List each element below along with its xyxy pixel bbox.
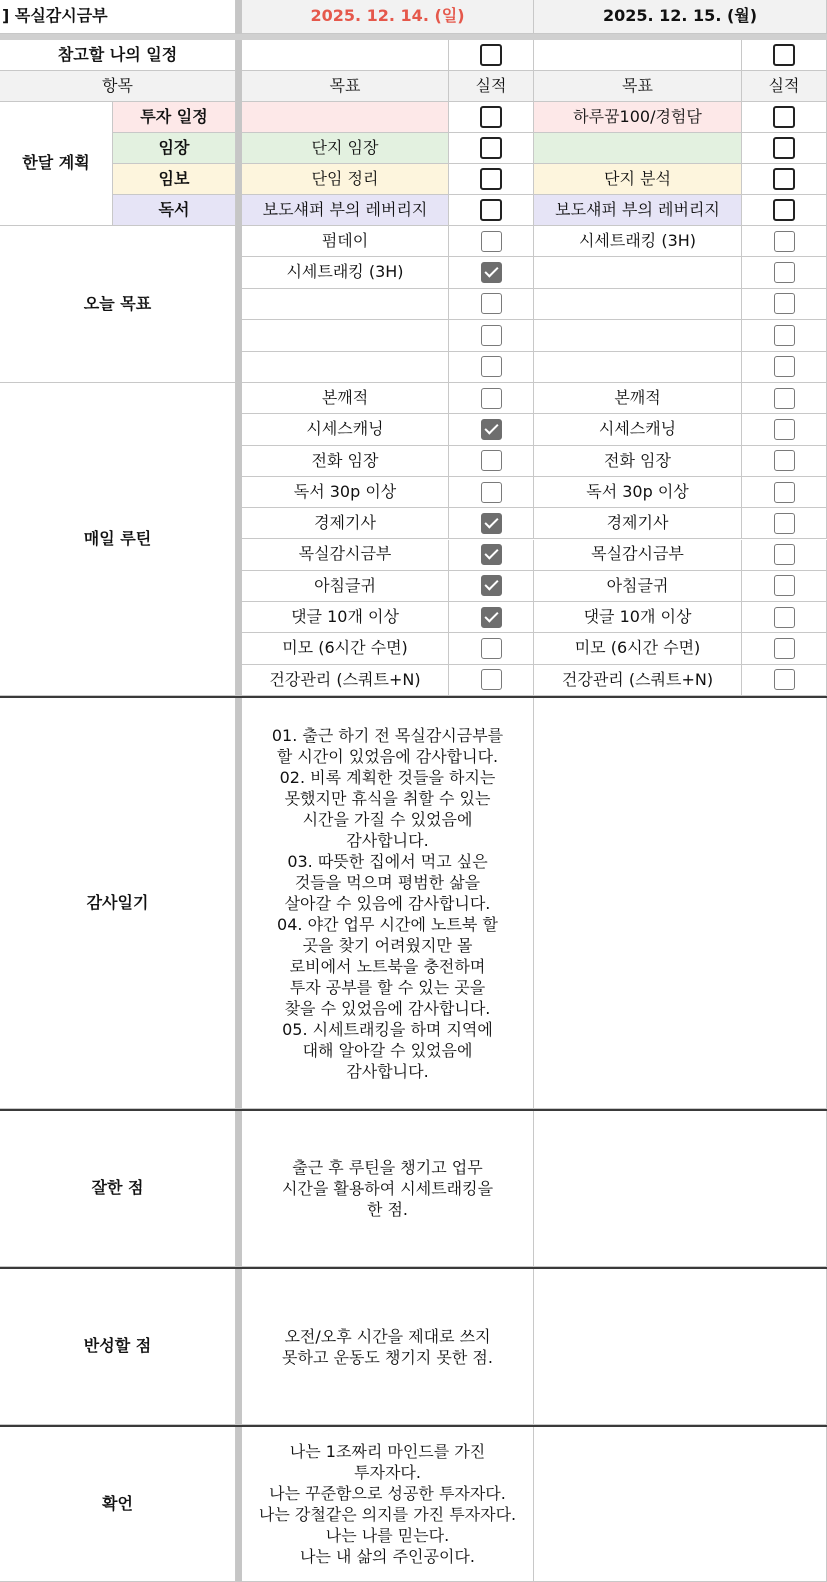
- day1-monthly-checkbox-cell: [449, 195, 534, 226]
- day1-gratitude-text-line: 살아갈 수 있음에 감사합니다.: [284, 893, 491, 913]
- day1-well-done-text-line: 한 점.: [366, 1200, 409, 1219]
- day1-today-goal-text: 시세트래킹 (3H): [286, 262, 404, 282]
- sheet-title-text: ] 목실감시금부: [2, 6, 108, 26]
- day2-well-done-text: [534, 1111, 827, 1267]
- section-divider: [0, 1109, 827, 1111]
- day2-routine-checkbox-cell: [742, 414, 827, 445]
- day2-reference-checkbox-cell: [742, 40, 827, 71]
- day1-routine-checkbox[interactable]: [481, 638, 502, 659]
- day1-routine-item: [242, 571, 449, 602]
- day1-routine-item: [242, 414, 449, 445]
- day1-affirm-text-line: 나는 내 삶의 주인공이다.: [300, 1547, 475, 1566]
- day1-routine-checkbox-cell: [449, 383, 534, 414]
- day2-monthly-goal: [534, 164, 742, 195]
- day2-routine-checkbox[interactable]: [774, 513, 795, 534]
- day1-gratitude-text-line: 02. 비록 계획한 것들을 하지는: [279, 767, 496, 787]
- day1-routine-checkbox[interactable]: [481, 607, 502, 628]
- day2-today-goal: [534, 320, 742, 351]
- day1-gratitude-text-line: 감사합니다.: [346, 830, 429, 850]
- day1-routine-item-text: 시세스캐닝: [306, 419, 384, 439]
- day2-goal-header-text: 목표: [622, 75, 653, 95]
- day2-date: [534, 0, 827, 34]
- day1-today-goal-text: 펌데이: [321, 231, 369, 250]
- day2-routine-checkbox[interactable]: [774, 388, 795, 409]
- day2-today-checkbox[interactable]: [774, 231, 795, 252]
- day1-today-goal: [242, 289, 449, 320]
- today-goals-label: [0, 226, 236, 383]
- day2-routine-checkbox-cell: [742, 571, 827, 602]
- day2-routine-item: [534, 446, 742, 477]
- day1-routine-item-text: 독서 30p 이상: [293, 481, 397, 501]
- day2-today-checkbox[interactable]: [774, 325, 795, 346]
- day2-routine-item-text: 경제기사: [606, 513, 669, 533]
- day2-routine-item-text: 시세스캐닝: [598, 419, 677, 439]
- day1-today-checkbox-cell: [449, 289, 534, 320]
- day1-monthly-goal: [242, 195, 449, 226]
- monthly-row-label: [113, 102, 236, 133]
- day2-routine-item: [534, 571, 742, 602]
- day1-goal-header-text: 목표: [329, 75, 361, 95]
- day1-routine-checkbox[interactable]: [481, 388, 502, 409]
- day1-routine-item-text: 미모 (6시간 수면): [282, 638, 408, 658]
- day1-routine-item: [242, 540, 449, 571]
- day2-routine-item: [534, 414, 742, 445]
- reflect-label: [0, 1269, 236, 1425]
- day1-today-goal: [242, 352, 449, 383]
- day2-reference-checkbox[interactable]: [773, 44, 795, 66]
- daily-routine-label-text: 매일 루틴: [83, 528, 152, 548]
- day2-routine-checkbox-cell: [742, 633, 827, 664]
- day1-routine-checkbox[interactable]: [481, 544, 502, 565]
- day2-today-checkbox-cell: [742, 289, 827, 320]
- day1-routine-checkbox[interactable]: [481, 669, 502, 690]
- day1-today-goal: [242, 226, 449, 257]
- section-divider: [0, 1425, 827, 1427]
- monthly-row-label-text: 임보: [158, 168, 190, 188]
- day2-today-checkbox-cell: [742, 320, 827, 351]
- day1-routine-item-text: 아침글귀: [314, 575, 376, 595]
- day1-gratitude-text-line: 시간을 가질 수 있었음에: [302, 809, 473, 829]
- item-header: [0, 71, 236, 102]
- section-divider: [0, 1267, 827, 1269]
- day1-gratitude-text-line: 못했지만 휴식을 취할 수 있는: [284, 788, 491, 808]
- section-divider: [0, 34, 827, 40]
- affirm-label-text: 확언: [102, 1493, 133, 1513]
- day2-routine-item: [534, 540, 742, 571]
- column-gutter: [236, 0, 242, 1582]
- day1-affirm-text-lines: [259, 1441, 516, 1567]
- day1-gratitude-text-line: 것들을 먹으며 평범한 삶을: [294, 872, 481, 892]
- day2-routine-checkbox[interactable]: [774, 669, 795, 690]
- day1-monthly-goal-text: 단임 정리: [311, 168, 379, 188]
- day2-routine-item-text: 목실감시금부: [591, 544, 684, 564]
- day1-routine-item: [242, 602, 449, 633]
- day1-routine-item: [242, 665, 449, 696]
- monthly-plan-label: [0, 102, 113, 226]
- day1-gratitude-text-line: 05. 시세트래킹을 하며 지역에: [282, 1019, 493, 1039]
- day1-today-checkbox-cell: [449, 352, 534, 383]
- day2-monthly-checkbox-cell: [742, 195, 827, 226]
- day1-routine-item-text: 댓글 10개 이상: [291, 607, 399, 627]
- item-header-text: 항목: [102, 75, 133, 95]
- day2-routine-item: [534, 602, 742, 633]
- monthly-row-label: [113, 195, 236, 226]
- day1-monthly-checkbox-cell: [449, 164, 534, 195]
- day1-gratitude-text-line: 할 시간이 있었음에 감사합니다.: [276, 746, 499, 766]
- day1-affirm-text-line: 나는 강철같은 의지를 가진 투자자다.: [258, 1505, 517, 1524]
- day2-monthly-checkbox-cell: [742, 102, 827, 133]
- day1-routine-checkbox[interactable]: [481, 513, 502, 534]
- day1-monthly-checkbox[interactable]: [480, 168, 502, 190]
- day2-routine-item-text: 미모 (6시간 수면): [574, 638, 701, 658]
- well-done-label-text: 잘한 점: [91, 1178, 144, 1198]
- day1-well-done-text-line: 출근 후 루틴을 챙기고 업무: [292, 1158, 483, 1177]
- day1-today-goal: [242, 257, 449, 288]
- day2-today-goal-text: 시세트래킹 (3H): [578, 231, 697, 250]
- day2-reflect-text: [534, 1269, 827, 1425]
- day1-routine-item-text: 전화 임장: [311, 450, 379, 470]
- day1-routine-item: [242, 383, 449, 414]
- day2-routine-checkbox-cell: [742, 383, 827, 414]
- day1-well-done-text-lines: [282, 1157, 493, 1220]
- day2-monthly-goal-text: 보도섀퍼 부의 레버리지: [555, 199, 720, 219]
- day1-gratitude-text-line: 감사합니다.: [346, 1061, 429, 1081]
- day1-gratitude-text-line: 찾을 수 있었음에 감사합니다.: [284, 998, 491, 1018]
- day1-gratitude-text: [242, 698, 534, 1109]
- day2-routine-checkbox[interactable]: [774, 544, 795, 565]
- sheet-title: [0, 0, 236, 34]
- day1-goal-header: [242, 71, 449, 102]
- monthly-row-label: [113, 164, 236, 195]
- monthly-row-label-text: 투자 일정: [140, 106, 208, 126]
- day1-routine-checkbox-cell: [449, 540, 534, 571]
- day1-monthly-checkbox[interactable]: [480, 199, 502, 221]
- day1-routine-checkbox-cell: [449, 571, 534, 602]
- day1-gratitude-text-line: 01. 출근 하기 전 목실감시금부를: [271, 725, 504, 745]
- reference-label-text: 참고할 나의 일정: [57, 44, 178, 64]
- day1-result-header: [449, 71, 534, 102]
- day1-routine-checkbox-cell: [449, 508, 534, 539]
- day2-reference-goal: [534, 40, 742, 71]
- day2-today-goal: [534, 352, 742, 383]
- day2-routine-item-text: 댓글 10개 이상: [583, 607, 692, 627]
- day2-routine-checkbox[interactable]: [774, 638, 795, 659]
- day1-routine-checkbox[interactable]: [481, 419, 502, 440]
- day1-monthly-checkbox[interactable]: [480, 137, 502, 159]
- day1-routine-checkbox-cell: [449, 633, 534, 664]
- day1-date: [242, 0, 534, 34]
- day1-monthly-checkbox-cell: [449, 133, 534, 164]
- day2-monthly-goal: [534, 102, 742, 133]
- day1-reference-checkbox[interactable]: [480, 44, 502, 66]
- well-done-label: [0, 1111, 236, 1267]
- day2-result-header: [742, 71, 827, 102]
- day2-gratitude-text: [534, 698, 827, 1109]
- gratitude-label-text: 감사일기: [86, 892, 149, 912]
- day2-today-goal: [534, 289, 742, 320]
- day1-today-checkbox[interactable]: [481, 262, 502, 283]
- day1-reflect-text-lines: [282, 1326, 493, 1368]
- day1-routine-item-text: 목실감시금부: [298, 544, 392, 564]
- monthly-row-label-text: 임장: [158, 137, 190, 157]
- day1-monthly-goal: [242, 133, 449, 164]
- day2-routine-checkbox[interactable]: [774, 575, 795, 596]
- day1-routine-item-text: 본깨적: [321, 387, 369, 407]
- day2-goal-header: [534, 71, 742, 102]
- day1-routine-checkbox[interactable]: [481, 450, 502, 471]
- day1-monthly-goal: [242, 102, 449, 133]
- day1-today-checkbox-cell: [449, 257, 534, 288]
- day1-monthly-goal-text: 보도섀퍼 부의 레버리지: [262, 199, 428, 219]
- day2-routine-item-text: 본깨적: [614, 387, 661, 407]
- day1-reference-goal: [242, 40, 449, 71]
- reference-label: [0, 40, 236, 71]
- day2-routine-item: [534, 633, 742, 664]
- day1-reflect-text-line: 오전/오후 시간을 제대로 쓰지: [284, 1326, 491, 1346]
- day2-routine-item: [534, 383, 742, 414]
- day2-monthly-checkbox[interactable]: [773, 137, 795, 159]
- day1-routine-item: [242, 446, 449, 477]
- day2-monthly-checkbox[interactable]: [773, 199, 795, 221]
- day1-routine-checkbox-cell: [449, 414, 534, 445]
- day2-routine-checkbox-cell: [742, 508, 827, 539]
- day2-today-checkbox[interactable]: [774, 356, 795, 377]
- day2-routine-item-text: 건강관리 (스쿼트+N): [561, 669, 714, 689]
- day2-routine-checkbox[interactable]: [774, 607, 795, 628]
- day1-routine-checkbox-cell: [449, 446, 534, 477]
- day1-routine-item: [242, 508, 449, 539]
- section-divider: [0, 696, 827, 698]
- day1-gratitude-text-line: 로비에서 노트북을 충전하며: [289, 956, 486, 976]
- day2-routine-checkbox[interactable]: [774, 419, 795, 440]
- day1-gratitude-text-line: 04. 야간 업무 시간에 노트북 할: [277, 914, 498, 934]
- day2-routine-checkbox-cell: [742, 665, 827, 696]
- monthly-row-label: [113, 133, 236, 164]
- day1-gratitude-text-line: 03. 따뜻한 집에서 먹고 싶은: [287, 851, 488, 871]
- day1-routine-item: [242, 633, 449, 664]
- day2-today-checkbox-cell: [742, 257, 827, 288]
- day2-today-checkbox-cell: [742, 226, 827, 257]
- day1-well-done-text-line: 시간을 활용하여 시세트래킹을: [281, 1179, 494, 1198]
- day1-today-checkbox-cell: [449, 320, 534, 351]
- day1-today-checkbox[interactable]: [481, 231, 502, 252]
- day2-monthly-goal-text: 하루꿈100/경험담: [573, 106, 702, 126]
- day1-today-goal: [242, 320, 449, 351]
- day2-routine-item: [534, 477, 742, 508]
- day1-today-checkbox[interactable]: [481, 325, 502, 346]
- day2-monthly-checkbox-cell: [742, 164, 827, 195]
- day2-routine-checkbox[interactable]: [774, 450, 795, 471]
- day1-monthly-goal: [242, 164, 449, 195]
- day1-routine-checkbox-cell: [449, 665, 534, 696]
- day2-routine-checkbox-cell: [742, 477, 827, 508]
- day1-routine-item-text: 건강관리 (스쿼트+N): [269, 669, 421, 689]
- day1-reflect-text-line: 못하고 운동도 챙기지 못한 점.: [282, 1347, 493, 1367]
- day2-routine-checkbox-cell: [742, 602, 827, 633]
- day1-routine-checkbox-cell: [449, 602, 534, 633]
- day2-monthly-checkbox[interactable]: [773, 168, 795, 190]
- day1-date-text: 2025. 12. 14. (일): [310, 6, 465, 26]
- day1-gratitude-text-line: 투자 공부를 할 수 있는 곳을: [289, 977, 486, 997]
- day2-routine-checkbox[interactable]: [774, 482, 795, 503]
- day1-gratitude-text-line: 대해 알아갈 수 있었음에: [302, 1040, 473, 1060]
- day2-routine-item-text: 아침글귀: [606, 575, 669, 595]
- day2-routine-checkbox-cell: [742, 540, 827, 571]
- day2-affirm-text: [534, 1427, 827, 1582]
- day2-monthly-checkbox-cell: [742, 133, 827, 164]
- day2-monthly-goal: [534, 195, 742, 226]
- day1-today-checkbox[interactable]: [481, 293, 502, 314]
- day1-well-done-text: [242, 1111, 534, 1267]
- day2-today-checkbox[interactable]: [774, 262, 795, 283]
- day1-routine-item: [242, 477, 449, 508]
- day2-monthly-checkbox[interactable]: [773, 106, 795, 128]
- today-goals-label-text: 오늘 목표: [83, 293, 152, 313]
- day1-affirm-text-line: 나는 꾸준함으로 성공한 투자자다.: [269, 1484, 506, 1503]
- day1-reference-checkbox-cell: [449, 40, 534, 71]
- day2-routine-item-text: 전화 임장: [604, 450, 671, 470]
- day2-routine-item-text: 독서 30p 이상: [586, 481, 689, 501]
- day1-gratitude-text-lines: [272, 725, 503, 1082]
- day1-gratitude-text-line: 곳을 찾기 어려웠지만 몰: [302, 935, 473, 955]
- day1-routine-checkbox[interactable]: [481, 575, 502, 596]
- day2-today-checkbox-cell: [742, 352, 827, 383]
- day1-monthly-checkbox[interactable]: [480, 106, 502, 128]
- day1-routine-item-text: 경제기사: [314, 513, 376, 533]
- day2-today-checkbox[interactable]: [774, 293, 795, 314]
- day1-affirm-text-line: 나는 나를 믿는다.: [325, 1526, 450, 1545]
- day1-routine-checkbox[interactable]: [481, 482, 502, 503]
- day1-routine-checkbox-cell: [449, 477, 534, 508]
- day1-affirm-text: [242, 1427, 534, 1582]
- monthly-plan-label-text: 한달 계획: [22, 153, 90, 173]
- day1-affirm-text-line: 나는 1조짜리 마인드를 가진: [289, 1442, 486, 1461]
- day2-today-goal: [534, 257, 742, 288]
- reflect-label-text: 반성할 점: [83, 1336, 152, 1356]
- day2-routine-item: [534, 665, 742, 696]
- day1-today-checkbox-cell: [449, 226, 534, 257]
- gratitude-label: [0, 698, 236, 1109]
- monthly-row-label-text: 독서: [158, 199, 190, 219]
- daily-routine-label: [0, 383, 236, 696]
- day2-monthly-goal-text: 단지 분석: [604, 168, 671, 188]
- day1-result-header-text: 실적: [475, 75, 507, 95]
- day2-monthly-goal: [534, 133, 742, 164]
- day2-date-text: 2025. 12. 15. (월): [602, 6, 758, 26]
- day2-today-goal: [534, 226, 742, 257]
- day2-result-header-text: 실적: [768, 75, 800, 95]
- day1-monthly-checkbox-cell: [449, 102, 534, 133]
- day1-today-checkbox[interactable]: [481, 356, 502, 377]
- day1-reflect-text: [242, 1269, 534, 1425]
- day2-routine-checkbox-cell: [742, 446, 827, 477]
- day1-affirm-text-line: 투자자다.: [354, 1463, 421, 1482]
- day2-routine-item: [534, 508, 742, 539]
- day1-monthly-goal-text: 단지 임장: [311, 137, 379, 157]
- affirm-label: [0, 1427, 236, 1582]
